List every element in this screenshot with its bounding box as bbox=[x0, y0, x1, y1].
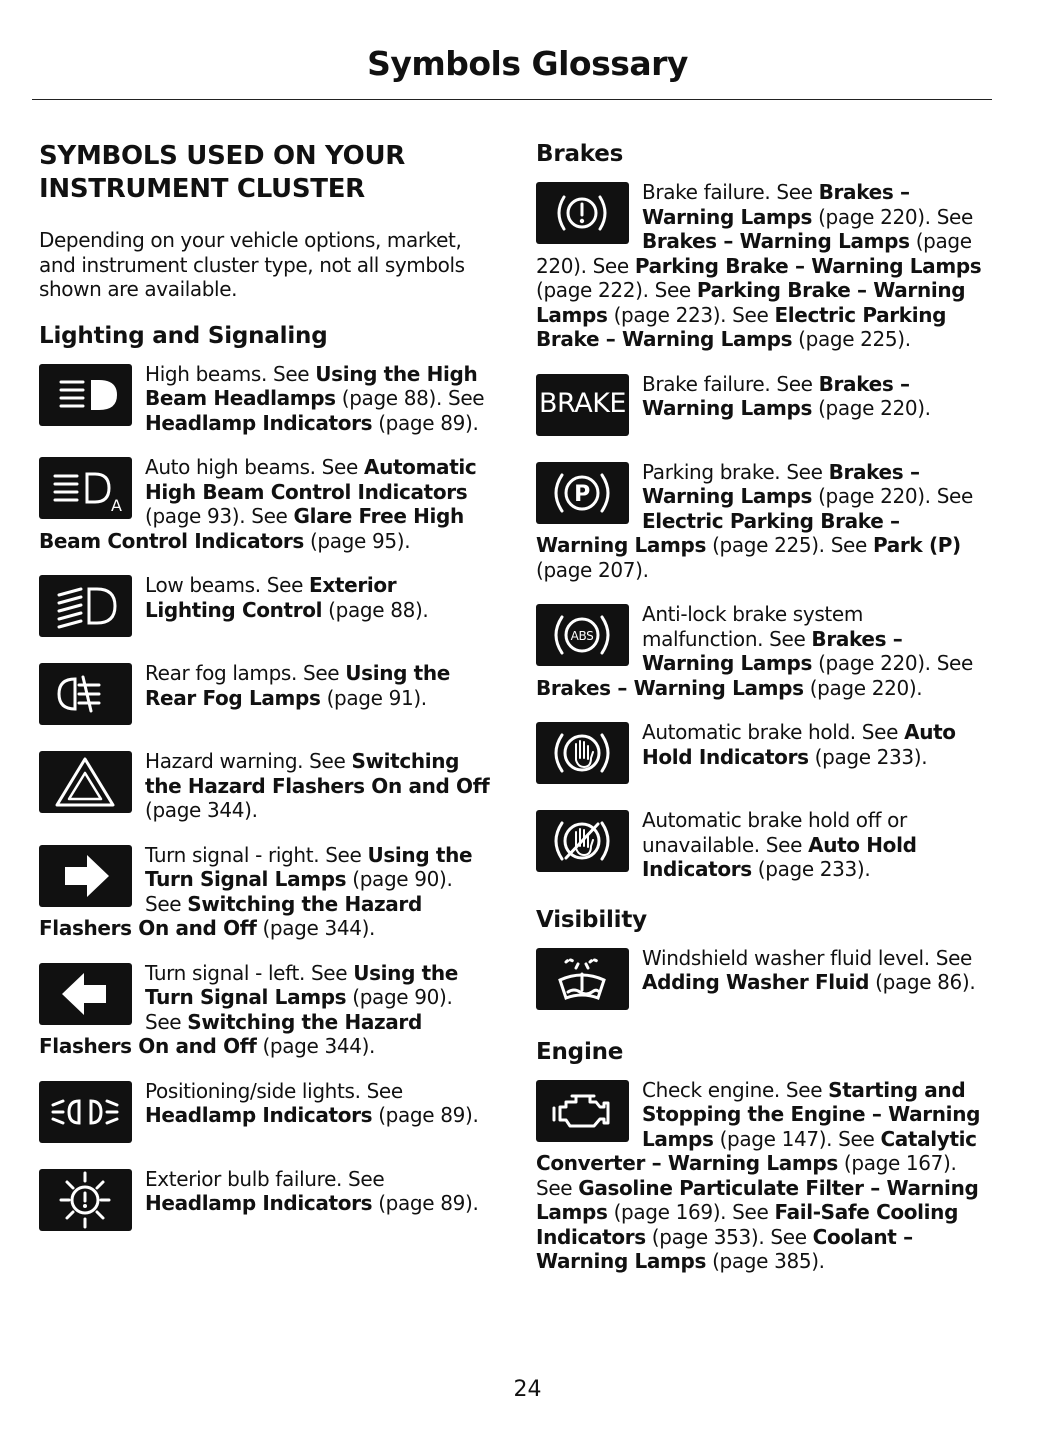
description-text: (page 91). bbox=[320, 685, 427, 710]
cross-reference: Brakes – Warning Lamps bbox=[642, 626, 903, 675]
description-text: (page 90). See bbox=[145, 985, 453, 1034]
description-text: Brake failure. See bbox=[642, 180, 819, 204]
engine-heading: Engine bbox=[536, 1038, 624, 1065]
symbol-entry bbox=[39, 843, 491, 941]
description-text: Auto high beams. See bbox=[145, 455, 364, 479]
high-beam-icon bbox=[39, 364, 132, 426]
low-beam-icon bbox=[39, 575, 132, 637]
hazard-warning-icon bbox=[39, 751, 132, 813]
description-text: (page 89). bbox=[372, 1103, 479, 1127]
lighting-entries bbox=[39, 362, 491, 1235]
cross-reference: Switching the Hazard Flashers On and Off bbox=[39, 891, 422, 940]
right-column bbox=[536, 140, 988, 1294]
description-text: High beams. See bbox=[145, 361, 316, 386]
description-text: (page 93). See bbox=[145, 504, 294, 528]
description-text: (page 233). bbox=[808, 744, 928, 769]
symbol-entry bbox=[39, 749, 491, 823]
abs-icon bbox=[536, 604, 629, 666]
description-text: Exterior bulb failure. See bbox=[145, 1166, 385, 1191]
cross-reference: Fail-Safe Cooling Indicators bbox=[536, 1200, 959, 1249]
lighting-signaling-heading: Lighting and Signaling bbox=[39, 322, 328, 349]
page-number: 24 bbox=[513, 1377, 542, 1402]
cross-reference: Switching the Hazard Flashers On and Off bbox=[39, 1009, 422, 1058]
svg-text:A: A bbox=[111, 496, 122, 515]
cross-reference: Headlamp Indicators bbox=[145, 1191, 373, 1215]
description-text: Turn signal - right. See bbox=[145, 842, 368, 867]
description-text: (page 220). bbox=[812, 396, 931, 420]
cross-reference: Brakes – Warning Lamps bbox=[642, 229, 910, 253]
cross-reference: Using the Turn Signal Lamps bbox=[145, 842, 473, 891]
check-engine-icon bbox=[536, 1080, 629, 1142]
cross-reference: Using the Turn Signal Lamps bbox=[145, 960, 458, 1009]
cross-reference: Using the High Beam Headlamps bbox=[145, 361, 478, 410]
description-text: Hazard warning. See bbox=[145, 749, 352, 773]
description-text: Turn signal - left. See bbox=[145, 960, 354, 985]
symbol-entry bbox=[39, 661, 491, 729]
cross-reference: Brakes – Warning Lamps bbox=[642, 180, 910, 229]
svg-text:P: P bbox=[574, 481, 590, 507]
cross-reference: Headlamp Indicators bbox=[145, 1103, 373, 1127]
description-text: Brake failure. See bbox=[642, 371, 819, 396]
cross-reference: Glare Free High Beam Control Indicators bbox=[39, 504, 464, 553]
description-text: Rear fog lamps. See bbox=[145, 661, 346, 685]
cross-reference: Park (P) bbox=[872, 533, 961, 557]
cross-reference: Electric Parking Brake – Warning Lamps bbox=[536, 302, 947, 351]
description-text: Automatic brake hold off or unavailable. See bbox=[642, 808, 907, 857]
description-text: (page 385). bbox=[706, 1249, 825, 1273]
description-text: (page 95). bbox=[303, 528, 411, 553]
cross-reference: Brakes – Warning Lamps bbox=[642, 371, 910, 420]
cross-reference: Auto Hold Indicators bbox=[642, 832, 917, 881]
visibility-heading: Visibility bbox=[536, 906, 647, 933]
cross-reference: Electric Parking Brake – Warning Lamps bbox=[536, 508, 900, 557]
description-text: (page 353). See bbox=[645, 1224, 813, 1249]
description-text: (page 169). See bbox=[607, 1200, 775, 1224]
brake-warning-icon bbox=[536, 182, 629, 244]
cross-reference: Automatic High Beam Control Indicators bbox=[145, 455, 477, 504]
symbol-entry bbox=[39, 961, 491, 1059]
symbol-entry bbox=[536, 1078, 988, 1274]
cross-reference: Gasoline Particulate Filter – Warning Lamps bbox=[536, 1175, 979, 1224]
description-text: Windshield washer fluid level. See bbox=[642, 945, 972, 970]
description-text: Parking brake. See bbox=[642, 459, 829, 484]
symbol-entry bbox=[536, 180, 988, 352]
symbol-entry bbox=[39, 1079, 491, 1147]
cross-reference: Using the Rear Fog Lamps bbox=[145, 661, 450, 710]
cross-reference: Switching the Hazard Flashers On and Off bbox=[145, 749, 490, 798]
symbol-entry bbox=[536, 372, 988, 440]
page-title: Symbols Glossary bbox=[367, 44, 688, 83]
washer-fluid-icon bbox=[536, 948, 629, 1010]
description-text: (page 220). See bbox=[812, 204, 973, 229]
turn-signal-right-icon bbox=[39, 845, 132, 907]
symbol-entry bbox=[39, 455, 491, 553]
description-text: (page 223). See bbox=[607, 302, 775, 327]
auto-hold-off-icon bbox=[536, 810, 629, 872]
svg-text:ABS: ABS bbox=[570, 629, 594, 643]
side-lights-icon bbox=[39, 1081, 132, 1143]
cross-reference: Adding Washer Fluid bbox=[642, 970, 870, 994]
brake-text-icon bbox=[536, 374, 629, 436]
cross-reference: Parking Brake – Warning Lamps bbox=[634, 253, 982, 278]
cross-reference: Auto Hold Indicators bbox=[642, 720, 956, 769]
cross-reference: Coolant – Warning Lamps bbox=[536, 1224, 913, 1273]
description-text: (page 220). See bbox=[536, 229, 972, 278]
cross-reference: Headlamp Indicators bbox=[145, 410, 373, 435]
description-text: (page 89). bbox=[372, 1191, 479, 1215]
cross-reference: Brakes – Warning Lamps bbox=[536, 675, 804, 700]
description-text: Automatic brake hold. See bbox=[642, 720, 905, 744]
description-text: (page 90). See bbox=[145, 867, 453, 916]
description-text: (page 88). bbox=[322, 597, 429, 622]
cross-reference: Brakes – Warning Lamps bbox=[642, 459, 920, 508]
description-text: (page 86). bbox=[869, 970, 976, 994]
cross-reference: Catalytic Converter – Warning Lamps bbox=[536, 1126, 977, 1175]
description-text: (page 220). See bbox=[812, 484, 973, 508]
description-text: (page 344). bbox=[145, 798, 258, 822]
description-text: (page 344). bbox=[256, 1034, 376, 1058]
description-text: (page 220). bbox=[803, 675, 923, 700]
symbol-entry bbox=[536, 460, 988, 583]
symbol-entry bbox=[536, 808, 988, 882]
symbol-entry bbox=[39, 573, 491, 641]
rear-fog-lamp-icon bbox=[39, 663, 132, 725]
intro-paragraph: Depending on your vehicle options, market, and instrument cluster type, not all symbols shown are available. bbox=[39, 228, 465, 301]
cross-reference: Starting and Stopping the Engine – Warning Lamps bbox=[642, 1077, 981, 1151]
auto-high-beam-icon bbox=[39, 457, 132, 519]
description-text: (page 222). See bbox=[536, 278, 697, 302]
description-text: (page 220). See bbox=[812, 651, 973, 675]
section-heading: SYMBOLS USED ON YOUR INSTRUMENT CLUSTER bbox=[39, 141, 405, 204]
cross-reference: Parking Brake – Warning Lamps bbox=[536, 278, 966, 327]
description-text: Check engine. See bbox=[642, 1077, 829, 1102]
turn-signal-left-icon bbox=[39, 963, 132, 1025]
description-text: (page 225). bbox=[792, 327, 911, 351]
description-text: (page 147). See bbox=[713, 1126, 881, 1151]
title-divider bbox=[32, 99, 992, 100]
description-text: (page 89). bbox=[372, 410, 479, 435]
description-text: (page 233). bbox=[751, 857, 871, 881]
symbol-entry bbox=[536, 720, 988, 788]
symbol-entry bbox=[536, 602, 988, 700]
description-text: (page 167). See bbox=[536, 1151, 957, 1200]
description-text: (page 344). bbox=[256, 916, 376, 940]
bulb-failure-icon bbox=[39, 1169, 132, 1231]
description-text: (page 207). bbox=[536, 557, 649, 582]
brake-icon-label: BRAKE bbox=[539, 388, 626, 420]
symbol-entry bbox=[536, 946, 988, 1014]
auto-hold-icon bbox=[536, 722, 629, 784]
parking-brake-icon bbox=[536, 462, 629, 524]
brakes-heading: Brakes bbox=[536, 141, 624, 167]
cross-reference: Exterior Lighting Control bbox=[145, 573, 397, 622]
symbol-entry bbox=[39, 362, 491, 436]
symbol-entry bbox=[39, 1167, 491, 1235]
description-text: (page 88). See bbox=[335, 386, 485, 410]
description-text: Low beams. See bbox=[145, 573, 310, 597]
description-text: Anti-lock brake system malfunction. See bbox=[642, 602, 864, 651]
left-column bbox=[39, 140, 491, 1255]
description-text: Positioning/side lights. See bbox=[145, 1078, 403, 1103]
description-text: (page 225). See bbox=[706, 533, 873, 557]
